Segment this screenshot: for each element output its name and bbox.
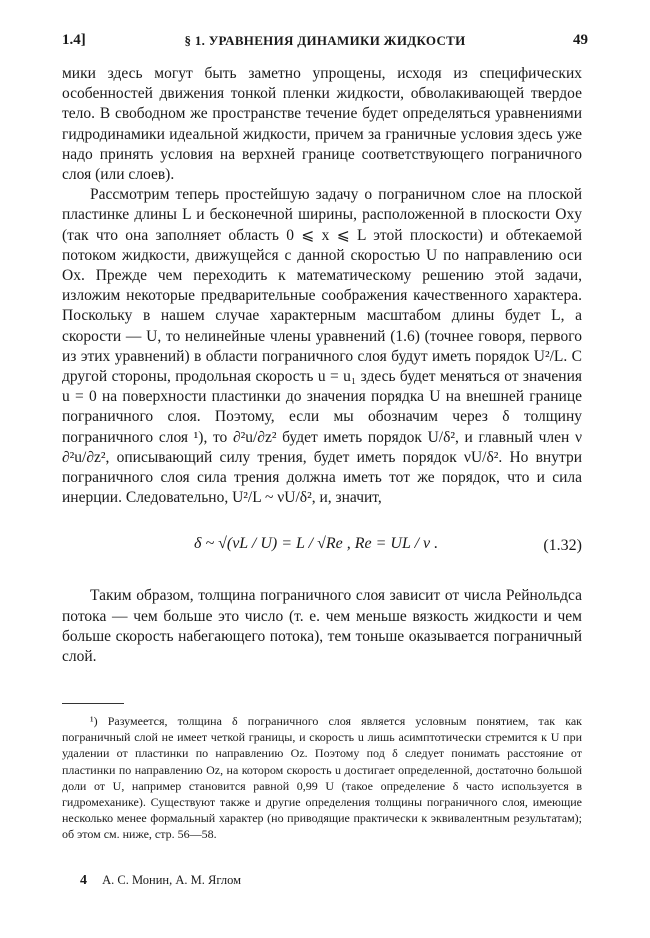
- footnote: ¹) Разумеется, толщина δ пограничного слоя является условным понятием, так как пограничный слой не имеет четкой границы, и скорость u лишь асимптотически стремится к U при удалении от пластинки по направлению Oz. Поэтому под δ следует понимать расстояние от пластинки по направлению Oz, на котором скорость u достигает определенной, достаточно большой доли от U, например становится равной 0,99 U (такое определение δ часто используется в гидромеханике). Существуют также и другие определения толщины пограничного слоя, имеющие несколько менее формальный характер (но приводящие практически к эквивалентным результатам); об этом см. ниже, стр. 56—58.: [62, 714, 582, 842]
- running-header: [62, 32, 588, 52]
- main-text: [62, 64, 582, 667]
- running-title: § 1. УРАВНЕНИЯ ДИНАМИКИ ЖИДКОСТИ: [184, 33, 466, 48]
- section-ref: 1.4]: [62, 32, 86, 48]
- signature-number: 4: [80, 873, 87, 888]
- paragraph-boundary-layer: Рассмотрим теперь простейшую задачу о пограничном слое на плоской пластинке длины L и бесконечной ширины, расположенной в плоскости Oxy (так что она заполняет область 0 ⩽ x ⩽ L этой плоскости) и обтекаемой потоком жидкости, движущейся с данной скоростью U по направлению оси Ox. Прежде чем переходить к математическому решению этой задачи, изложим некоторые предварительные соображения качественного характера. Поскольку в нашем случае характерным масштабом длины будет L, а скорости — U, то нелинейные члены уравнений (1.6) (точнее говоря, первого из этих уравнений) в области пограничного слоя будут иметь порядок U²/L. С другой стороны, продольная скорость u = u₁ здесь будет меняться от значения u = 0 на поверхности пластинки до значения порядка U на внешней границе пограничного слоя. Поэтому, если мы обозначим через δ толщину пограничного слоя ¹), то ∂²u/∂z² будет иметь порядок U/δ², и главный член ν ∂²u/∂z², описывающий силу трения, будет иметь порядок νU/δ². Но внутри пограничного слоя сила трения должна иметь тот же порядок, что и сила инерции. Следовательно, U²/L ~ νU/δ², и, значит,: [62, 186, 582, 507]
- signature-line: [80, 873, 241, 889]
- paragraph-continued: мики здесь могут быть заметно упрощены, исходя из специфических особенностей движения тонкой пленки жидкости, обволакивающей твердое тело. В свободном же пространстве течение будет определяться уравнениями гидродинамики идеальной жидкости, причем за граничные условия здесь уже надо принять условия на верхней границе соответствующего пограничного слоя (или слоев).: [62, 65, 582, 184]
- equation-formula: δ ~ √(νL / U) = L / √Re , Re = UL / ν .: [194, 535, 439, 553]
- equation-number: (1.32): [543, 537, 582, 555]
- page-number: 49: [573, 32, 588, 48]
- signature-authors: А. С. Монин, А. М. Яглом: [102, 873, 241, 887]
- equation-1-32: [62, 520, 582, 574]
- paragraph-conclusion: Таким образом, толщина пограничного слоя зависит от числа Рейнольдса потока — чем больше это число (т. е. чем меньше вязкость жидкости и чем больше скорость набегающего потока), тем тоньше оказывается пограничный слой.: [62, 587, 582, 666]
- footnote-divider: [62, 703, 124, 704]
